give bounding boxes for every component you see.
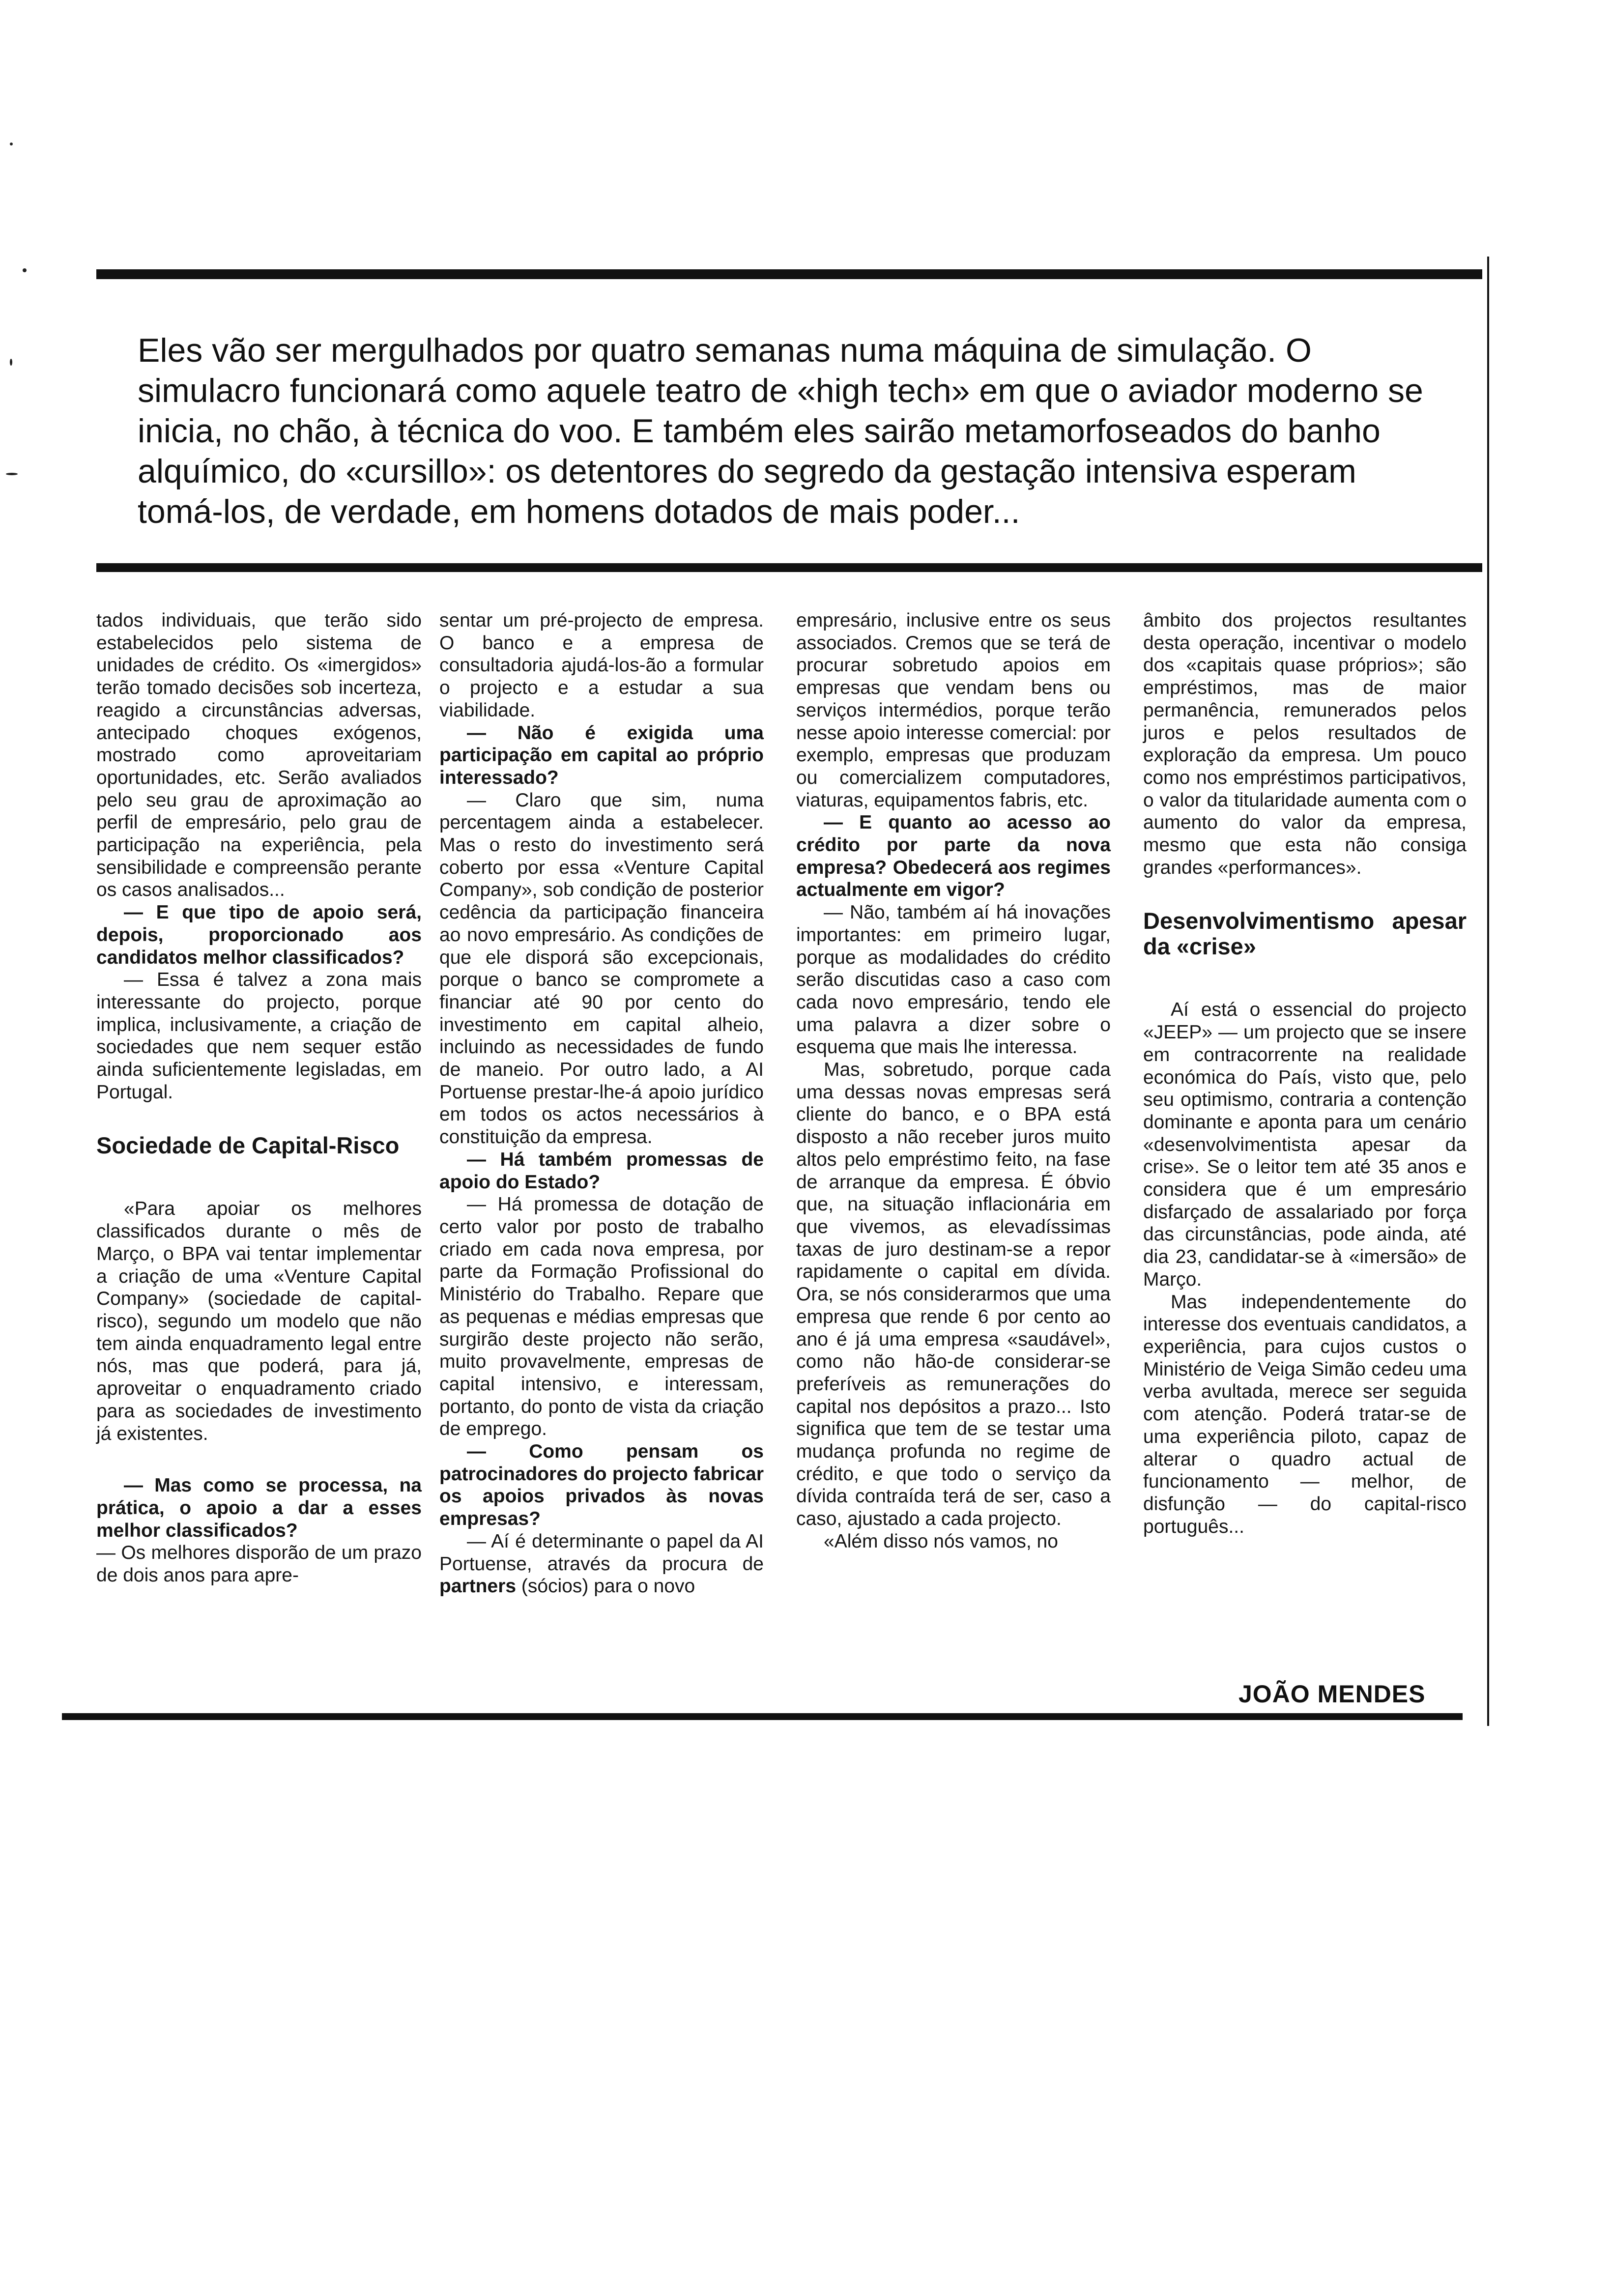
- col2-question-1: — Não é exigida uma participação em capital ao próprio interessado?: [439, 722, 764, 788]
- col2-paragraph-2: — Claro que sim, numa percentagem ainda a estabelecer. Mas o resto do investimento será coberto por essa «Venture Capital Company», sob condição de posterior cedência da participação financeira ao novo empresário. As condições de que ele disporá são excepcionais, porque o banco se compromete a financiar até 90 por cento do investimento em capital alheio, incluindo as necessidades de fundo de maneio. Por outro lado, a AI Portuense prestar-lhe-á apoio jurídico em todos os actos necessários à constituição da empresa.: [439, 789, 764, 1148]
- col3-paragraph-2: — Não, também aí há inovações importantes: em primeiro lugar, porque as modalidades do crédito serão discutidas caso a caso com cada novo empresário, tendo ele uma palavra a dizer sobre o esquema que mais lhe interessa.: [796, 902, 1111, 1058]
- col4-paragraph-1: âmbito dos projectos resultantes desta operação, incentivar o modelo dos «capitais quase próprios»; são empréstimos, mas de maior permanência, remunerados pelos juros e pelos resultados de exploração da empresa. Um pouco como nos empréstimos participativos, o valor da titularidade aumenta com o aumento do valor da empresa, mesmo que esta não consiga grandes «performances».: [1143, 610, 1467, 878]
- col3-question-1: — E quanto ao acesso ao crédito por parte da nova empresa? Obedecerá aos regimes actualmente em vigor?: [796, 812, 1111, 901]
- col1-section-heading: Sociedade de Capital-Risco: [96, 1132, 400, 1159]
- col4-paragraph-2: Aí está o essencial do projecto «JEEP» — um projecto que se insere em contracorrente na realidade económica do País, visto que, pelo seu optimismo, contraria a contenção dominante e aponta para um cenário «desenvolvimentista apesar da crise». Se o leitor tem até 35 anos e considera que é um empresário disfarçado de assalariado por força das circunstâncias, pode ainda, até dia 23, candidatar-se à «imersão» de Março.: [1143, 999, 1467, 1290]
- scan-speck: [10, 359, 12, 366]
- col2-paragraph-4-start: — Aí é determinante o papel da AI Portuense, através da procura de: [439, 1530, 764, 1575]
- lead-text: Eles vão ser mergulhados por quatro semanas numa máquina de simulação. O simulacro funcionará como aquele teatro de «high tech» em que o aviador moderno se inicia, no chão, à técnica do voo. E também eles sairão metamorfoseados do banho alquímico, do «cursillo»: os detentores do segredo da gestação intensiva esperam tomá-los, de verdade, em homens dotados de mais poder...: [138, 332, 1423, 530]
- column-3: [796, 609, 1111, 1553]
- top-rule: [96, 269, 1482, 279]
- scan-speck: [23, 268, 27, 272]
- col2-partners-term: partners: [439, 1576, 517, 1597]
- author-byline: JOÃO MENDES: [1238, 1680, 1426, 1708]
- lead-paragraph: [138, 330, 1445, 532]
- col2-paragraph-4: [439, 1530, 764, 1598]
- scan-speck: [10, 143, 13, 145]
- col3-paragraph-1: empresário, inclusive entre os seus associados. Cremos que se terá de procurar sobretudo apoios em empresas que vendam bens ou serviços intermédios, porque terão nesse apoio interesse comercial: por exemplo, empresas que produzam ou comercializem computadores, viaturas, equipamentos fabris, etc.: [796, 610, 1111, 811]
- col1-paragraph-4: — Os melhores disporão de um prazo de dois anos para apre-: [96, 1542, 422, 1586]
- col1-question-1: — E que tipo de apoio será, depois, proporcionado aos candidatos melhor classificados?: [96, 902, 422, 968]
- col2-question-2: — Há também promessas de apoio do Estado?: [439, 1148, 764, 1193]
- scan-speck: [6, 473, 18, 475]
- col1-paragraph-3: «Para apoiar os melhores classificados durante o mês de Março, o BPA vai tentar implementar a criação de uma «Venture Capital Company» (sociedade de capital-risco), segundo um modelo que não tem ainda enquadramento legal entre nós, mas que poderá, para já, aproveitar o enquadramento criado para as sociedades de investimento já existentes.: [96, 1198, 422, 1444]
- col2-paragraph-3: — Há promessa de dotação de certo valor por posto de trabalho criado em cada nova empresa, por parte da Formação Profissional do Ministério do Trabalho. Repare que as pequenas e médias empresas que surgirão deste projecto não serão, muito provavelmente, empresas de capital intensivo, e interessam, portanto, do ponto de vista da criação de emprego.: [439, 1194, 764, 1440]
- col2-question-3: — Como pensam os patrocinadores do projecto fabricar os apoios privados às novas empresas?: [439, 1441, 764, 1530]
- mid-rule: [96, 563, 1482, 572]
- col2-paragraph-4-end: (sócios) para o novo: [516, 1576, 695, 1597]
- right-edge-rule: [1487, 257, 1489, 1726]
- column-4: [1143, 609, 1467, 1538]
- column-1: [96, 609, 422, 1587]
- bottom-rule: [62, 1713, 1463, 1720]
- col1-paragraph-1: tados individuais, que terão sido estabelecidos pelo sistema de unidades de crédito. Os «imergidos» terão tomado decisões sob incerteza, reagido a circunstâncias adversas, antecipado choques exógenos, mostrado como aproveitariam oportunidades, etc. Serão avaliados pelo seu grau de aproximação ao perfil de empresário, pelo grau de participação na experiência, pela sensibilidade e compreensão perante os casos analisados...: [96, 610, 422, 901]
- col3-paragraph-3: Mas, sobretudo, porque cada uma dessas novas empresas será cliente do banco, e o BPA está disposto a não receber juros muito altos pelo empréstimo feito, na fase de arranque da empresa. É óbvio que, na situação inflacionária em que vivemos, as elevadíssimas taxas de juro destinam-se a repor rapidamente o capital em dívida. Ora, se nós considerarmos que uma empresa que rende 6 por cento ao ano é já uma empresa «saudável», como não hão-de considerar-se preferíveis as remunerações do capital nos depósitos a prazo... Isto significa que tem de se testar uma mudança profunda no regime de crédito, e que todo o serviço da dívida contraída terá de ser, caso a caso, ajustado a cada projecto.: [796, 1059, 1111, 1530]
- column-2: [439, 609, 764, 1598]
- col3-paragraph-4: «Além disso nós vamos, no: [824, 1530, 1058, 1552]
- col4-section-heading: Desenvolvimentismo apesar da «crise»: [1143, 908, 1467, 960]
- col1-paragraph-2: — Essa é talvez a zona mais interessante do projecto, porque implica, inclusivamente, a criação de sociedades que nem sequer estão ainda suficientemente legisladas, em Portugal.: [96, 969, 422, 1103]
- col2-paragraph-1: sentar um pré-projecto de empresa. O banco e a empresa de consultadoria ajudá-los-ão a formular o projecto e a estudar a sua viabilidade.: [439, 610, 764, 721]
- col1-question-2: — Mas como se processa, na prática, o apoio a dar a esses melhor classificados?: [96, 1475, 422, 1541]
- col4-paragraph-3: Mas independentemente do interesse dos eventuais candidatos, a experiência, para cujos custos o Ministério de Veiga Simão cedeu uma verba avultada, merece ser seguida com atenção. Poderá tratar-se de uma experiência piloto, capaz de alterar o quadro actual de funcionamento — melhor, de disfunção — do capital-risco português...: [1143, 1291, 1467, 1537]
